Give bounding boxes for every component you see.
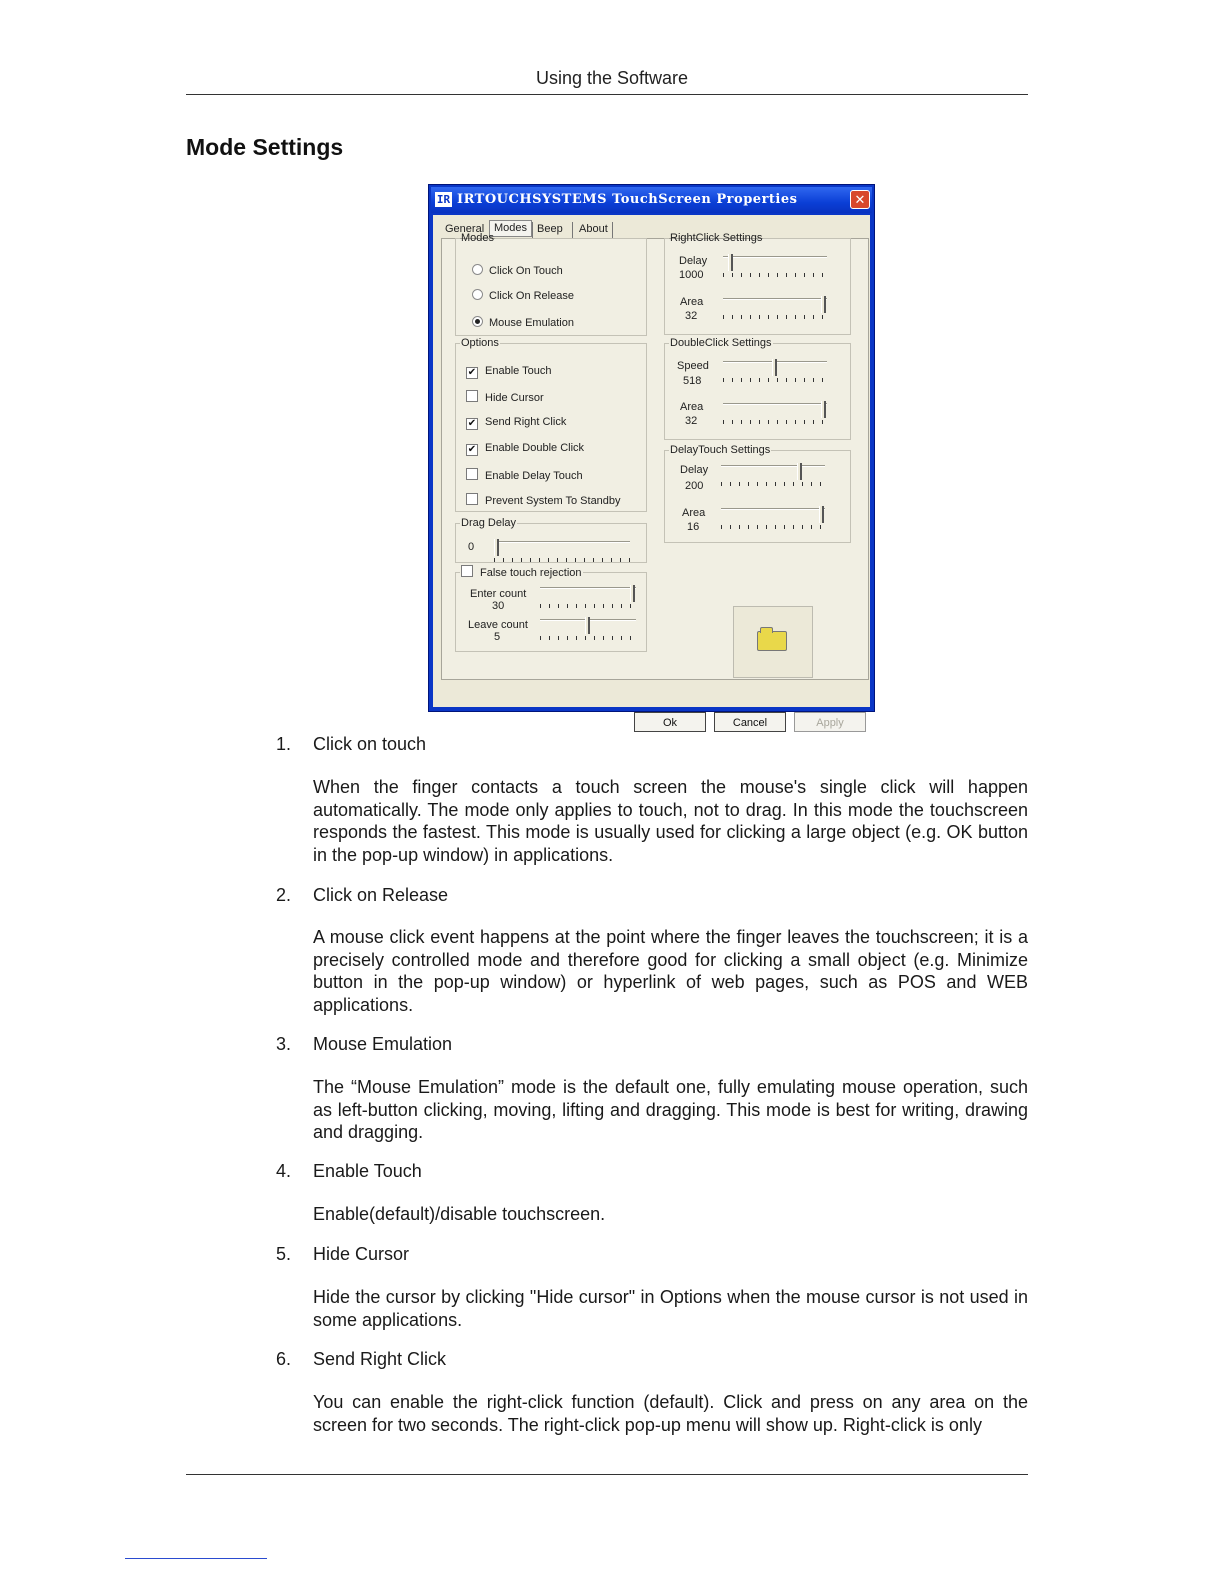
list-item-body: Enable(default)/disable touchscreen.	[313, 1204, 606, 1224]
apply-button[interactable]: Apply	[794, 712, 866, 732]
list-item-body: A mouse click event happens at the point where the finger leaves the touchscreen; it is a precisely controlled mode and therefore good for clicking a small object (e.g. Minimize button in the pop-up window) or hyperlink of web pages, such as POS and WEB applications.	[313, 927, 1028, 1015]
rightclick-area-label: Area	[680, 296, 704, 308]
options-group	[455, 337, 647, 512]
dialog-title-bar	[431, 187, 872, 213]
enter-count-slider[interactable]	[540, 585, 636, 605]
list-item-title: 5. Hide Cursor	[276, 1244, 410, 1264]
list-item-title: 3. Mouse Emulation	[276, 1034, 453, 1054]
doubleclick-settings-group	[664, 337, 851, 440]
slider-track	[721, 508, 825, 510]
list-item-body: Hide the cursor by clicking "Hide cursor" in Options when the mouse cursor is not used in some applications.	[313, 1287, 1028, 1330]
slider-track	[494, 541, 630, 543]
slider-track	[723, 256, 827, 258]
list-item-title: 1. Click on touch	[276, 734, 427, 754]
radio-button[interactable]	[472, 289, 483, 300]
radio-button-selected[interactable]	[472, 316, 483, 327]
drag-delay-group	[455, 517, 647, 563]
delaytouch-settings-group	[664, 444, 851, 543]
header-rule	[186, 94, 1028, 95]
checkbox-label: Prevent System To Standby	[485, 495, 621, 507]
radio-label: Click On Release	[489, 290, 574, 302]
checkbox-send-right-click[interactable]	[466, 416, 566, 430]
drag-delay-slider[interactable]	[494, 539, 630, 559]
slider-ticks	[723, 420, 827, 424]
slider-thumb[interactable]	[797, 463, 802, 480]
options-legend: Options	[461, 337, 499, 349]
delaytouch-legend: DelayTouch Settings	[670, 444, 771, 456]
radio-label: Mouse Emulation	[489, 317, 574, 329]
irtouch-logo-icon: IR	[436, 193, 451, 206]
checkbox-prevent-standby[interactable]	[466, 493, 621, 507]
checkbox-enable-touch[interactable]	[466, 365, 551, 379]
slider-track	[540, 587, 636, 589]
list-item-title: 2. Click on Release	[276, 885, 449, 905]
checkbox-label: Enable Double Click	[485, 442, 585, 454]
delaytouch-delay-value: 200	[685, 480, 704, 492]
list-item-title: 4. Enable Touch	[276, 1161, 422, 1181]
running-header: Using the Software	[535, 68, 689, 88]
checkbox-label: Enable Delay Touch	[485, 470, 583, 482]
list-item-body: You can enable the right-click function (default). Click and press on any area on the screen for two seconds. The right-click pop-up menu will show up. Right-click is only	[313, 1392, 1028, 1435]
false-touch-group	[455, 565, 647, 652]
folder-icon	[757, 631, 787, 651]
dialog-title: IRTOUCHSYSTEMS TouchScreen Properties	[457, 192, 798, 207]
checkbox-enable-delay-touch[interactable]	[466, 468, 583, 482]
doubleclick-area-value: 32	[685, 415, 698, 427]
checkbox-box[interactable]: ✔	[467, 418, 477, 429]
checkbox-box[interactable]	[461, 565, 473, 577]
checkbox-hide-cursor[interactable]	[466, 390, 544, 404]
checkbox-label: Hide Cursor	[485, 392, 544, 404]
modes-group	[455, 232, 647, 336]
doubleclick-legend: DoubleClick Settings	[670, 337, 772, 349]
leave-count-value: 5	[494, 631, 501, 643]
checkbox-box[interactable]: ✔	[467, 367, 477, 378]
radio-click-on-touch[interactable]	[472, 264, 563, 277]
enter-count-value: 30	[492, 600, 505, 612]
slider-ticks	[723, 315, 827, 319]
slider-ticks	[721, 482, 825, 486]
delaytouch-delay-label: Delay	[680, 464, 709, 476]
list-item-body: The “Mouse Emulation” mode is the default one, fully emulating mouse operation, such as left-button clicking, moving, lifting and dragging. This mode is best for writing, drawing and dragging.	[313, 1077, 1028, 1142]
folder-preview[interactable]	[733, 606, 813, 678]
rightclick-delay-slider[interactable]	[723, 254, 827, 274]
section-title: Mode Settings	[186, 134, 344, 160]
slider-thumb[interactable]	[494, 539, 499, 556]
false-touch-legend[interactable]	[460, 565, 583, 579]
leave-count-label: Leave count	[468, 619, 528, 631]
drag-delay-legend: Drag Delay	[461, 517, 517, 529]
checkbox-box[interactable]	[466, 390, 478, 402]
delaytouch-area-label: Area	[682, 507, 706, 519]
slider-thumb[interactable]	[819, 506, 824, 523]
checkbox-box[interactable]	[466, 493, 478, 505]
checkbox-label: Send Right Click	[485, 416, 567, 428]
ok-button[interactable]: Ok	[634, 712, 706, 732]
slider-thumb[interactable]	[728, 254, 733, 271]
radio-mouse-emulation[interactable]	[472, 316, 574, 329]
close-icon[interactable]: ✕	[850, 190, 870, 209]
radio-label: Click On Touch	[489, 265, 563, 277]
delaytouch-delay-slider[interactable]	[721, 463, 825, 483]
slider-thumb[interactable]	[585, 617, 590, 634]
doubleclick-area-slider[interactable]	[723, 401, 827, 421]
checkbox-box[interactable]	[466, 468, 478, 480]
list-item-body: When the finger contacts a touch screen the mouse's single click will happen automatically. The mode only applies to touch, not to drag. In this mode the touchscreen responds the fastest. This mode is usually used for clicking a large object (e.g. OK button in the pop-up window) in applications.	[313, 777, 1028, 865]
slider-track	[721, 465, 825, 467]
enter-count-label: Enter count	[470, 588, 527, 600]
doubleclick-speed-slider[interactable]	[723, 359, 827, 379]
radio-button[interactable]	[472, 264, 483, 275]
cancel-button[interactable]: Cancel	[714, 712, 786, 732]
rightclick-delay-value: 1000	[679, 269, 704, 281]
slider-ticks	[540, 636, 636, 640]
doubleclick-speed-label: Speed	[677, 360, 709, 372]
tab-beep[interactable]: Beep	[537, 223, 563, 235]
checkbox-enable-double-click[interactable]	[466, 442, 584, 456]
rightclick-area-slider[interactable]	[723, 296, 827, 316]
slider-track	[723, 298, 827, 300]
tab-general[interactable]: General	[445, 223, 485, 235]
slider-ticks	[723, 273, 827, 277]
delaytouch-area-slider[interactable]	[721, 506, 825, 526]
rightclick-legend: RightClick Settings	[670, 232, 763, 244]
delaytouch-area-value: 16	[687, 521, 700, 533]
slider-ticks	[723, 378, 827, 382]
dialog-client-area	[433, 215, 870, 729]
slider-thumb[interactable]	[772, 359, 777, 376]
slider-ticks	[494, 558, 630, 562]
slider-thumb[interactable]	[821, 401, 826, 418]
checkbox-label: Enable Touch	[485, 365, 552, 377]
leave-count-slider[interactable]	[540, 617, 636, 637]
doubleclick-area-label: Area	[680, 401, 704, 413]
tab-about[interactable]: About	[579, 223, 608, 235]
drag-delay-value: 0	[468, 541, 475, 553]
doubleclick-speed-value: 518	[683, 375, 702, 387]
slider-ticks	[540, 604, 636, 608]
slider-thumb[interactable]	[821, 296, 826, 313]
modes-legend: Modes	[461, 232, 495, 244]
checkbox-box[interactable]: ✔	[467, 444, 477, 455]
rightclick-delay-label: Delay	[679, 255, 708, 267]
tab-modes[interactable]: Modes	[489, 220, 532, 237]
footer-rule	[186, 1474, 1028, 1475]
rightclick-settings-group	[664, 232, 851, 335]
slider-track	[723, 403, 827, 405]
modes-tab-panel	[441, 232, 869, 680]
touchscreen-properties-dialog	[428, 184, 875, 729]
radio-click-on-release[interactable]	[472, 289, 574, 302]
slider-thumb[interactable]	[630, 585, 635, 602]
rightclick-area-value: 32	[685, 310, 698, 322]
footnote-link-rule	[125, 1558, 267, 1559]
checkbox-label: False touch rejection	[480, 567, 582, 579]
slider-ticks	[721, 525, 825, 529]
list-item-title: 6. Send Right Click	[276, 1349, 447, 1369]
